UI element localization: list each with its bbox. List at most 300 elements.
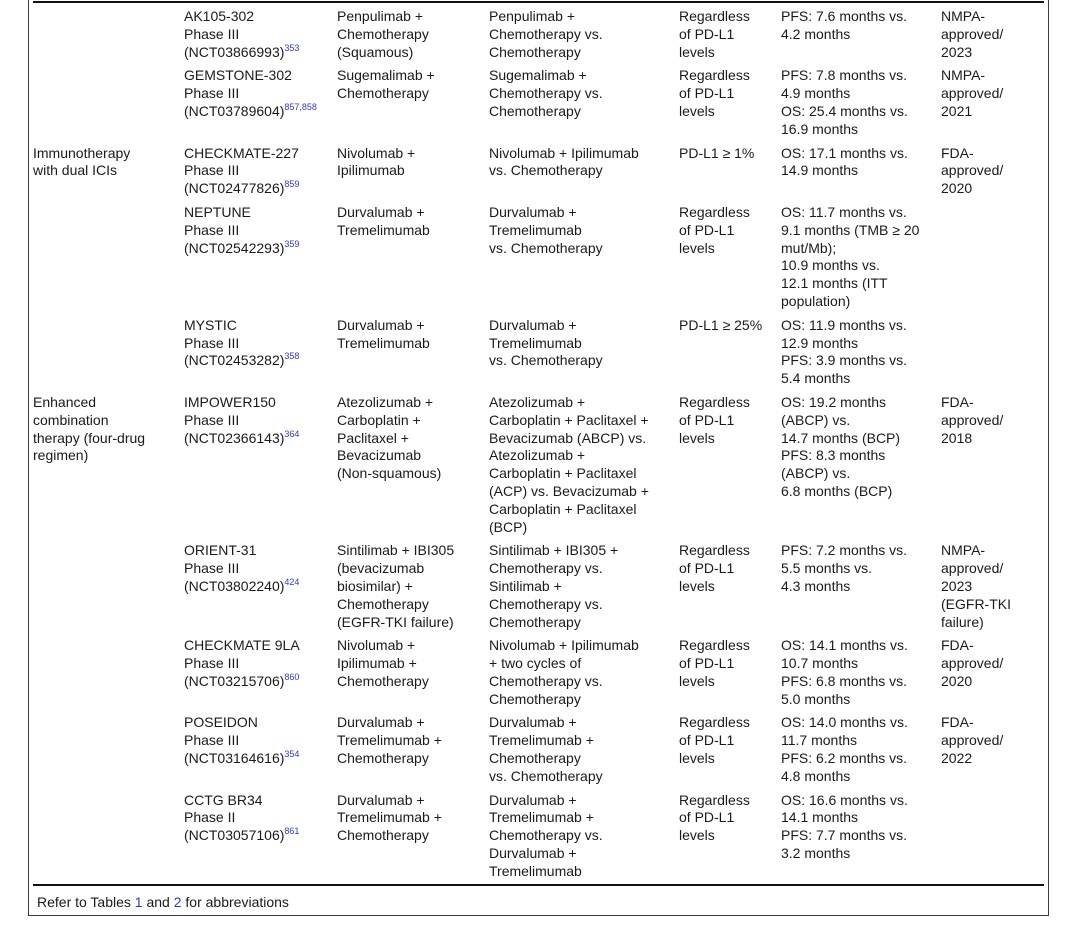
approval-line: 2021: [941, 102, 973, 119]
biomarker-line: levels: [679, 102, 715, 119]
approval-line: FDA-: [941, 144, 974, 161]
trial-line: CCTG BR34: [184, 791, 263, 808]
results-line: 6.8 months (BCP): [781, 482, 893, 499]
trial-id-with-ref: [184, 750, 337, 768]
results-cell: [781, 8, 941, 67]
approval-line: FDA-: [941, 637, 974, 654]
reference-link[interactable]: 424: [284, 576, 300, 587]
intervention-line: Durvalumab +: [337, 316, 425, 333]
results-line: PFS: 7.7 months vs.: [781, 827, 908, 844]
biomarker-line: Regardless: [679, 393, 750, 410]
category-cell: [33, 204, 184, 317]
biomarker-cell: [679, 204, 781, 317]
biomarker-line: Regardless: [679, 203, 750, 220]
comparison-line: Chemotherapy: [489, 102, 581, 119]
intervention-line: biosimilar) +: [337, 577, 413, 594]
approval-line: 2018: [941, 429, 973, 446]
biomarker-line: levels: [679, 429, 715, 446]
biomarker-cell: [679, 8, 781, 67]
intervention-line: (Squamous): [337, 43, 414, 60]
biomarker-line: Regardless: [679, 637, 750, 654]
biomarker-cell: [679, 145, 781, 204]
comparison-line: vs. Chemotherapy: [489, 239, 603, 256]
results-cell: [781, 542, 941, 637]
table-top-rule: [33, 1, 1044, 3]
approval-line: approved/: [941, 732, 1004, 749]
results-cell: [781, 792, 941, 887]
comparison-line: (BCP): [489, 518, 528, 535]
category-cell: [33, 637, 184, 714]
comparison-line: Durvalumab +: [489, 714, 577, 731]
biomarker-line: Regardless: [679, 714, 750, 731]
trial-line: Phase III: [184, 334, 240, 351]
biomarker-line: of PD-L1: [679, 411, 735, 428]
results-line: OS: 17.1 months vs.: [781, 144, 908, 161]
results-cell: [781, 714, 941, 791]
intervention-line: Chemotherapy: [337, 827, 429, 844]
results-cell: [781, 394, 941, 542]
intervention-cell: [337, 8, 489, 67]
comparison-line: Sintilimab + IBI305 +: [489, 542, 619, 559]
comparison-line: Tremelimumab +: [489, 732, 594, 749]
approval-cell: [941, 8, 1043, 67]
trial-id-with-ref: [184, 44, 337, 62]
approval-cell: [941, 317, 1043, 394]
biomarker-line: levels: [679, 750, 715, 767]
comparison-line: Durvalumab +: [489, 791, 577, 808]
approval-cell: [941, 67, 1043, 144]
intervention-line: Carboplatin +: [337, 411, 421, 428]
reference-link[interactable]: 359: [284, 238, 300, 249]
biomarker-cell: [679, 714, 781, 791]
approval-line: failure): [941, 613, 984, 630]
approval-cell: [941, 204, 1043, 317]
trial-line: Phase III: [184, 411, 240, 428]
biomarker-line: of PD-L1: [679, 809, 735, 826]
trial-line: NEPTUNE: [184, 203, 251, 220]
trial-line: Phase III: [184, 25, 240, 42]
trial-id-with-ref: [184, 103, 337, 121]
intervention-line: Nivolumab +: [337, 637, 416, 654]
reference-link[interactable]: 857,858: [284, 101, 317, 112]
trial-cell: [184, 317, 337, 394]
approval-line: NMPA-: [941, 8, 986, 24]
intervention-line: Chemotherapy: [337, 85, 429, 102]
trial-line: Phase III: [184, 221, 240, 238]
trial-cell: [184, 145, 337, 204]
comparison-line: Durvalumab +: [489, 203, 577, 220]
comparison-line: Carboplatin + Paclitaxel +: [489, 411, 649, 428]
biomarker-cell: [679, 67, 781, 144]
trial-line: (NCT03789604): [184, 102, 285, 119]
intervention-cell: [337, 145, 489, 204]
trial-cell: [184, 542, 337, 637]
comparison-line: Chemotherapy vs.: [489, 25, 603, 42]
results-line: PFS: 7.2 months vs.: [781, 542, 908, 559]
approval-line: approved/: [941, 560, 1004, 577]
trial-line: Phase III: [184, 655, 240, 672]
reference-link[interactable]: 860: [284, 671, 300, 682]
intervention-line: Chemotherapy: [337, 750, 429, 767]
reference-link[interactable]: 353: [284, 42, 300, 53]
table-row: [33, 542, 1043, 637]
comparison-cell: [489, 714, 679, 791]
trial-line: Phase III: [184, 732, 240, 749]
intervention-line: Atezolizumab +: [337, 393, 434, 410]
biomarker-cell: [679, 542, 781, 637]
intervention-line: Bevacizumab: [337, 447, 422, 464]
approval-cell: [941, 145, 1043, 204]
table-body: [33, 8, 1043, 887]
intervention-line: Penpulimab +: [337, 8, 424, 24]
category-line: combination: [33, 411, 109, 428]
trial-id-with-ref: [184, 673, 337, 691]
approval-line: 2023: [941, 577, 973, 594]
comparison-cell: [489, 637, 679, 714]
trial-line: (NCT02542293): [184, 239, 285, 256]
trial-id-with-ref: [184, 430, 337, 448]
intervention-line: Durvalumab +: [337, 714, 425, 731]
clinical-trials-table: [33, 8, 1043, 887]
intervention-line: Chemotherapy: [337, 595, 429, 612]
comparison-cell: [489, 792, 679, 887]
footnote-prefix: Refer to Tables: [37, 894, 131, 910]
intervention-line: Nivolumab +: [337, 144, 416, 161]
comparison-line: Chemotherapy: [489, 690, 581, 707]
table-row: [33, 204, 1043, 317]
footnote-table-1-link[interactable]: 1: [134, 894, 143, 910]
biomarker-line: of PD-L1: [679, 85, 735, 102]
results-line: OS: 11.9 months vs.: [781, 316, 907, 333]
comparison-line: Chemotherapy vs.: [489, 560, 603, 577]
trial-line: POSEIDON: [184, 714, 258, 731]
results-line: 12.1 months (ITT: [781, 275, 888, 292]
reference-link[interactable]: 354: [284, 749, 300, 760]
approval-line: approved/: [941, 655, 1004, 672]
intervention-cell: [337, 637, 489, 714]
trial-line: Phase III: [184, 162, 240, 179]
results-cell: [781, 317, 941, 394]
trial-line: GEMSTONE-302: [184, 67, 292, 84]
intervention-cell: [337, 714, 489, 791]
comparison-line: Nivolumab + Ipilimumab: [489, 144, 639, 161]
trial-line: ORIENT-31: [184, 542, 257, 559]
intervention-line: Ipilimumab +: [337, 655, 417, 672]
category-cell: [33, 792, 184, 887]
biomarker-line: of PD-L1: [679, 221, 735, 238]
intervention-line: Sugemalimab +: [337, 67, 435, 84]
results-line: (ABCP) vs.: [781, 465, 851, 482]
trial-line: Phase III: [184, 560, 240, 577]
results-line: OS: 14.1 months vs.: [781, 637, 908, 654]
comparison-cell: [489, 204, 679, 317]
footnote-suffix: for abbreviations: [185, 894, 289, 910]
approval-line: NMPA-: [941, 542, 986, 559]
intervention-cell: [337, 317, 489, 394]
comparison-line: Tremelimumab: [489, 221, 582, 238]
comparison-cell: [489, 145, 679, 204]
intervention-line: Chemotherapy: [337, 672, 429, 689]
results-line: 3.2 months: [781, 845, 851, 862]
intervention-line: (bevacizumab: [337, 560, 425, 577]
approval-cell: [941, 714, 1043, 791]
comparison-cell: [489, 317, 679, 394]
category-cell: [33, 145, 184, 204]
comparison-line: Sintilimab +: [489, 577, 562, 594]
comparison-line: + two cycles of: [489, 655, 582, 672]
trial-id-with-ref: [184, 578, 337, 596]
comparison-line: Durvalumab +: [489, 845, 577, 862]
category-cell: [33, 394, 184, 542]
trial-line: (NCT03164616): [184, 750, 285, 767]
trial-id-with-ref: [184, 240, 337, 258]
trial-line: (NCT03866993): [184, 43, 285, 60]
trial-line: IMPOWER150: [184, 393, 276, 410]
results-line: 5.0 months: [781, 690, 851, 707]
comparison-line: Carboplatin + Paclitaxel: [489, 500, 637, 517]
biomarker-line: levels: [679, 43, 715, 60]
intervention-line: Tremelimumab: [337, 221, 430, 238]
results-cell: [781, 637, 941, 714]
comparison-line: Tremelimumab +: [489, 809, 594, 826]
comparison-line: Carboplatin + Paclitaxel: [489, 465, 637, 482]
intervention-line: Paclitaxel +: [337, 429, 409, 446]
biomarker-line: levels: [679, 827, 715, 844]
results-line: 11.7 months: [781, 732, 858, 749]
trial-cell: [184, 792, 337, 887]
approval-line: 2022: [941, 750, 973, 767]
biomarker-cell: [679, 317, 781, 394]
results-line: PFS: 7.6 months vs.: [781, 8, 908, 24]
biomarker-line: levels: [679, 239, 715, 256]
approval-cell: [941, 394, 1043, 542]
table-row: [33, 714, 1043, 791]
category-cell: [33, 67, 184, 144]
intervention-line: Chemotherapy: [337, 25, 429, 42]
biomarker-line: levels: [679, 577, 715, 594]
intervention-line: Durvalumab +: [337, 791, 425, 808]
comparison-line: Chemotherapy: [489, 750, 581, 767]
reference-link[interactable]: 861: [284, 826, 300, 837]
results-line: population): [781, 292, 851, 309]
trial-line: (NCT02366143): [184, 429, 285, 446]
comparison-line: (ACP) vs. Bevacizumab +: [489, 482, 649, 499]
approval-line: approved/: [941, 162, 1004, 179]
trial-line: CHECKMATE-227: [184, 144, 299, 161]
results-line: OS: 19.2 months: [781, 393, 887, 410]
comparison-cell: [489, 394, 679, 542]
results-line: 4.2 months: [781, 25, 851, 42]
results-line: 10.9 months vs.: [781, 257, 880, 274]
comparison-line: Chemotherapy: [489, 43, 581, 60]
results-line: 12.9 months: [781, 334, 859, 351]
comparison-line: Tremelimumab: [489, 862, 582, 879]
results-cell: [781, 145, 941, 204]
footnote-middle: and: [146, 894, 170, 910]
comparison-line: Chemotherapy vs.: [489, 85, 603, 102]
comparison-cell: [489, 8, 679, 67]
table-row: [33, 637, 1043, 714]
intervention-line: (Non-squamous): [337, 465, 442, 482]
comparison-line: Nivolumab + Ipilimumab: [489, 637, 639, 654]
biomarker-line: of PD-L1: [679, 655, 735, 672]
footnote-table-2-link[interactable]: 2: [173, 894, 182, 910]
comparison-line: Bevacizumab (ABCP) vs.: [489, 429, 647, 446]
intervention-line: Durvalumab +: [337, 203, 425, 220]
comparison-line: Tremelimumab: [489, 334, 582, 351]
trial-line: (NCT02453282): [184, 352, 285, 369]
results-cell: [781, 67, 941, 144]
intervention-cell: [337, 542, 489, 637]
table-row: [33, 792, 1043, 887]
trial-line: (NCT03057106): [184, 827, 285, 844]
trial-id-with-ref: [184, 827, 337, 845]
approval-line: 2020: [941, 180, 973, 197]
comparison-line: Atezolizumab +: [489, 447, 586, 464]
biomarker-cell: [679, 792, 781, 887]
intervention-cell: [337, 792, 489, 887]
comparison-line: Chemotherapy vs.: [489, 827, 603, 844]
category-cell: [33, 542, 184, 637]
comparison-cell: [489, 542, 679, 637]
table-footnote: [37, 893, 289, 911]
comparison-line: vs. Chemotherapy: [489, 162, 603, 179]
approval-line: 2023: [941, 43, 973, 60]
results-line: 4.9 months: [781, 85, 851, 102]
results-line: 14.1 months: [781, 809, 859, 826]
results-line: OS: 16.6 months vs.: [781, 791, 908, 808]
category-line: regimen): [33, 447, 89, 464]
comparison-line: Chemotherapy vs.: [489, 595, 603, 612]
trial-cell: [184, 714, 337, 791]
results-line: PFS: 7.8 months vs.: [781, 67, 908, 84]
category-cell: [33, 714, 184, 791]
comparison-line: Sugemalimab +: [489, 67, 587, 84]
category-line: therapy (four-drug: [33, 429, 146, 446]
table-row: [33, 145, 1043, 204]
approval-cell: [941, 542, 1043, 637]
table-row: [33, 8, 1043, 67]
trial-id-with-ref: [184, 352, 337, 370]
comparison-line: Chemotherapy vs.: [489, 672, 603, 689]
approval-line: approved/: [941, 25, 1004, 42]
results-line: PFS: 8.3 months: [781, 447, 886, 464]
reference-link[interactable]: 364: [284, 428, 300, 439]
intervention-line: Sintilimab + IBI305: [337, 542, 455, 559]
trial-line: (NCT03802240): [184, 577, 285, 594]
approval-line: approved/: [941, 85, 1004, 102]
approval-line: FDA-: [941, 714, 974, 731]
results-line: 14.7 months (BCP): [781, 429, 901, 446]
results-line: 4.3 months: [781, 577, 851, 594]
biomarker-cell: [679, 394, 781, 542]
trial-id-with-ref: [184, 180, 337, 198]
reference-link[interactable]: 859: [284, 179, 300, 190]
approval-cell: [941, 637, 1043, 714]
intervention-line: (EGFR-TKI failure): [337, 613, 454, 630]
results-line: 10.7 months: [781, 655, 859, 672]
results-line: OS: 11.7 months vs.: [781, 203, 907, 220]
biomarker-line: Regardless: [679, 542, 750, 559]
results-line: PFS: 3.9 months vs.: [781, 352, 908, 369]
comparison-line: Durvalumab +: [489, 316, 577, 333]
approval-cell: [941, 792, 1043, 887]
results-line: mut/Mb);: [781, 239, 837, 256]
comparison-line: vs. Chemotherapy: [489, 767, 603, 784]
intervention-line: Tremelimumab +: [337, 732, 442, 749]
results-line: 14.9 months: [781, 162, 859, 179]
biomarker-line: of PD-L1: [679, 560, 735, 577]
trial-cell: [184, 204, 337, 317]
results-line: PFS: 6.2 months vs.: [781, 750, 908, 767]
trial-line: MYSTIC: [184, 316, 237, 333]
table-row: [33, 67, 1043, 144]
intervention-line: Tremelimumab: [337, 334, 430, 351]
intervention-line: Tremelimumab +: [337, 809, 442, 826]
comparison-line: vs. Chemotherapy: [489, 352, 603, 369]
table-bottom-rule: [33, 884, 1044, 886]
trial-cell: [184, 394, 337, 542]
approval-line: FDA-: [941, 393, 974, 410]
results-cell: [781, 204, 941, 317]
trial-line: CHECKMATE 9LA: [184, 637, 300, 654]
results-line: (ABCP) vs.: [781, 411, 851, 428]
trial-line: (NCT03215706): [184, 672, 285, 689]
biomarker-line: levels: [679, 672, 715, 689]
approval-line: (EGFR-TKI: [941, 595, 1011, 612]
table-row: [33, 317, 1043, 394]
approval-line: NMPA-: [941, 67, 986, 84]
trial-line: Phase II: [184, 809, 236, 826]
category-line: Immunotherapy: [33, 144, 131, 161]
trial-line: Phase III: [184, 85, 240, 102]
results-line: 5.5 months vs.: [781, 560, 873, 577]
biomarker-line: Regardless: [679, 67, 750, 84]
comparison-line: Atezolizumab +: [489, 393, 586, 410]
trial-cell: [184, 67, 337, 144]
trial-cell: [184, 8, 337, 67]
results-line: 4.8 months: [781, 767, 851, 784]
trial-line: (NCT02477826): [184, 180, 285, 197]
category-line: with dual ICIs: [33, 162, 118, 179]
biomarker-line: of PD-L1: [679, 25, 735, 42]
results-line: 5.4 months: [781, 370, 851, 387]
biomarker-cell: [679, 637, 781, 714]
comparison-cell: [489, 67, 679, 144]
category-cell: [33, 317, 184, 394]
trial-cell: [184, 637, 337, 714]
results-line: OS: 14.0 months vs.: [781, 714, 908, 731]
intervention-cell: [337, 394, 489, 542]
results-line: 16.9 months: [781, 120, 859, 137]
intervention-cell: [337, 204, 489, 317]
approval-line: approved/: [941, 411, 1004, 428]
biomarker-line: Regardless: [679, 8, 750, 24]
comparison-line: Chemotherapy: [489, 613, 581, 630]
approval-line: 2020: [941, 672, 973, 689]
reference-link[interactable]: 358: [284, 351, 300, 362]
biomarker-line: of PD-L1: [679, 732, 735, 749]
results-line: OS: 25.4 months vs.: [781, 102, 908, 119]
results-line: PFS: 6.8 months vs.: [781, 672, 908, 689]
trial-line: AK105-302: [184, 8, 255, 24]
intervention-line: Ipilimumab: [337, 162, 405, 179]
category-line: Enhanced: [33, 393, 97, 410]
category-cell: [33, 8, 184, 67]
results-line: 9.1 months (TMB ≥ 20: [781, 221, 920, 238]
biomarker-line: Regardless: [679, 791, 750, 808]
comparison-line: Penpulimab +: [489, 8, 576, 24]
